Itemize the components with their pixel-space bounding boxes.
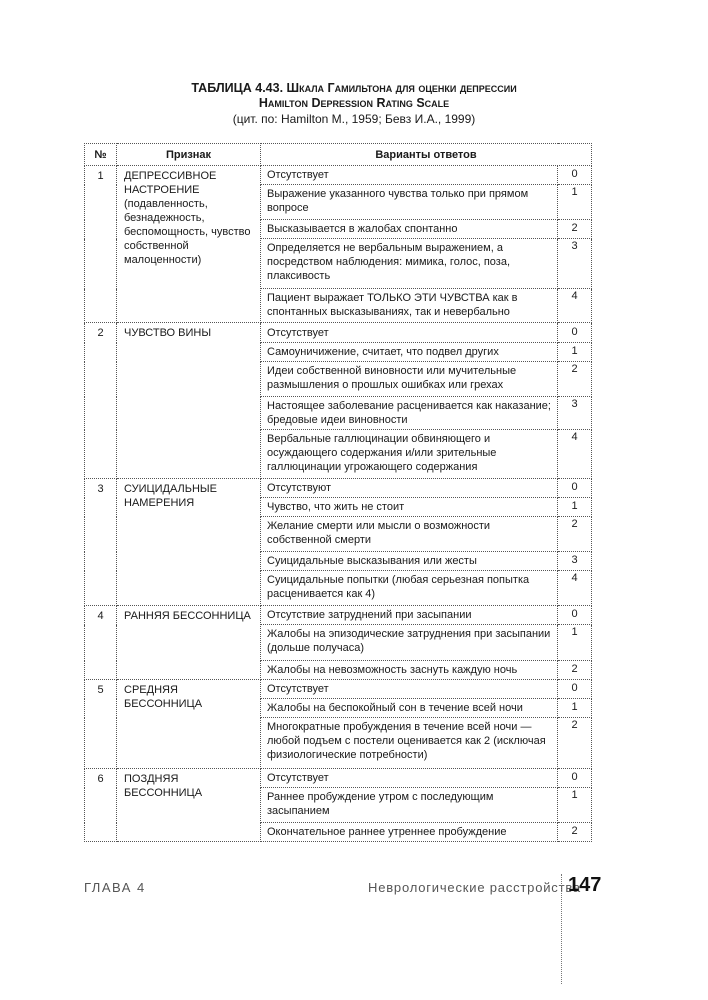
- option-score: 0: [558, 606, 592, 625]
- option-text: Выражение указанного чувства только при прямом вопросе: [261, 185, 558, 220]
- table-row: [85, 166, 592, 185]
- option-score: 1: [558, 185, 592, 220]
- table-row: [85, 606, 592, 625]
- sign-name: ПОЗДНЯЯ БЕССОННИЦА: [124, 773, 203, 799]
- caption-title-line: [0, 80, 708, 96]
- footer-chapter: ГЛАВА 4: [84, 880, 146, 895]
- option-text: Настоящее заболевание расценивается как наказание; бредовые идеи виновности: [261, 397, 558, 430]
- option-text: Чувство, что жить не стоит: [261, 498, 558, 517]
- option-score: 1: [558, 699, 592, 718]
- option-score: 1: [558, 788, 592, 823]
- option-text: Отсутствует: [261, 769, 558, 788]
- option-text: Идеи собственной виновности или мучительные размышления о прошлых ошибках или грехах: [261, 362, 558, 397]
- header-sign: Признак: [117, 144, 261, 166]
- sign-cell: [117, 479, 261, 606]
- sign-cell: [117, 680, 261, 769]
- option-score: 2: [558, 362, 592, 397]
- hamilton-table: [84, 143, 592, 842]
- header-options: Варианты ответов: [261, 144, 592, 166]
- table-row: [85, 769, 592, 788]
- table-body: [85, 166, 592, 842]
- table-row: [85, 479, 592, 498]
- caption-title: Шкала Гамильтона для оценки депрессии: [286, 81, 517, 95]
- caption-subtitle: Hamilton Depression Rating Scale: [258, 96, 450, 110]
- row-number: 6: [85, 769, 117, 842]
- option-text: Суицидальные попытки (любая серьезная попытка расценивается как 4): [261, 571, 558, 606]
- option-score: 1: [558, 625, 592, 661]
- option-score: 0: [558, 680, 592, 699]
- sign-name: РАННЯЯ БЕССОННИЦА: [124, 610, 251, 622]
- table-header-row: [85, 144, 592, 166]
- sign-name: ДЕПРЕССИВНОЕ НАСТРОЕНИЕ: [124, 170, 217, 196]
- option-score: 4: [558, 289, 592, 323]
- row-number: 2: [85, 323, 117, 479]
- option-score: 3: [558, 239, 592, 289]
- sign-cell: [117, 166, 261, 323]
- option-text: Окончательное раннее утреннее пробуждение: [261, 823, 558, 842]
- option-text: Пациент выражает ТОЛЬКО ЭТИ ЧУВСТВА как в спонтанных высказываниях, так и невербально: [261, 289, 558, 323]
- sign-cell: [117, 606, 261, 680]
- sign-note: (подавленность, безнадежность, беспомощность, чувство собственной малоценности): [124, 198, 251, 266]
- option-text: Раннее пробуждение утром с последующим засыпанием: [261, 788, 558, 823]
- option-score: 3: [558, 552, 592, 571]
- page-number: 147: [568, 874, 602, 896]
- sign-cell: [117, 769, 261, 842]
- row-number: 4: [85, 606, 117, 680]
- sign-name: ЧУВСТВО ВИНЫ: [124, 327, 212, 339]
- option-text: Отсутствие затруднений при засыпании: [261, 606, 558, 625]
- option-score: 2: [558, 823, 592, 842]
- header-num: №: [85, 144, 117, 166]
- option-score: 0: [558, 479, 592, 498]
- option-score: 4: [558, 571, 592, 606]
- option-score: 2: [558, 517, 592, 552]
- option-text: Отсутствует: [261, 680, 558, 699]
- option-score: 2: [558, 718, 592, 769]
- option-text: Отсутствует: [261, 166, 558, 185]
- table-caption: [0, 80, 708, 127]
- caption-number: ТАБЛИЦА 4.43.: [191, 81, 284, 95]
- caption-citation: (цит. по: Hamilton M., 1959; Бевз И.А., 1999): [232, 112, 476, 126]
- option-score: 0: [558, 166, 592, 185]
- option-score: 1: [558, 498, 592, 517]
- row-number: 1: [85, 166, 117, 323]
- option-text: Суицидальные высказывания или жесты: [261, 552, 558, 571]
- option-score: 2: [558, 220, 592, 239]
- option-text: Отсутствует: [261, 323, 558, 343]
- option-text: Жалобы на беспокойный сон в течение всей ночи: [261, 699, 558, 718]
- option-text: Определяется не вербальным выражением, а посредством наблюдения: мимика, голос, поза, плаксивость: [261, 239, 558, 289]
- option-text: Многократные пробуждения в течение всей ночи — любой подъем с постели оценивается как 2 (исключая физиологические потребности): [261, 718, 558, 769]
- sign-name: СРЕДНЯЯ БЕССОННИЦА: [124, 684, 203, 710]
- sign-cell: [117, 323, 261, 479]
- option-score: 3: [558, 397, 592, 430]
- option-score: 4: [558, 430, 592, 479]
- option-text: Желание смерти или мысли о возможности собственной смерти: [261, 517, 558, 552]
- table-row: [85, 680, 592, 699]
- row-number: 3: [85, 479, 117, 606]
- option-text: Высказывается в жалобах спонтанно: [261, 220, 558, 239]
- sign-name: СУИЦИДАЛЬНЫЕ НАМЕРЕНИЯ: [124, 483, 218, 509]
- option-text: Жалобы на эпизодические затруднения при засыпании (дольше получаса): [261, 625, 558, 661]
- option-text: Самоуничижение, считает, что подвел других: [261, 343, 558, 362]
- table-row: [85, 323, 592, 343]
- option-score: 0: [558, 323, 592, 343]
- footer-divider: [561, 874, 562, 984]
- option-text: Отсутствуют: [261, 479, 558, 498]
- option-text: Жалобы на невозможность заснуть каждую ночь: [261, 661, 558, 680]
- option-score: 1: [558, 343, 592, 362]
- footer-section: Неврологические расстройства: [368, 880, 581, 895]
- option-text: Вербальные галлюцинации обвиняющего и осуждающего содержания и/или зрительные галлюцинации угрожающего содержания: [261, 430, 558, 479]
- option-score: 0: [558, 769, 592, 788]
- option-score: 2: [558, 661, 592, 680]
- row-number: 5: [85, 680, 117, 769]
